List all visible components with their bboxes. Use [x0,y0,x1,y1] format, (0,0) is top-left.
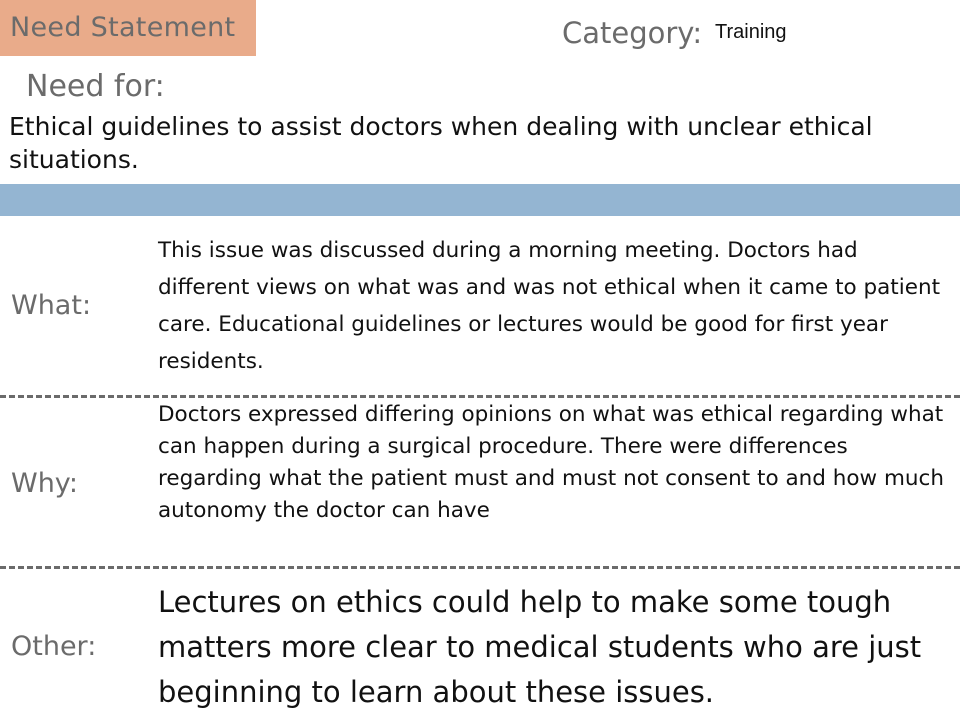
dashed-divider [0,566,960,569]
other-text: Lectures on ethics could help to make some tough matters more clear to medical students who are just beginning to learn about these issues. [158,585,922,709]
category-label: Category: [562,16,703,50]
blue-divider-band [0,184,960,216]
what-text: This issue was discussed during a morning meeting. Doctors had different views on what was and was not ethical when it came to patient care. Educational guidelines or lectures would be good for first year residents. [158,238,940,374]
what-label: What: [11,290,92,321]
other-label: Other: [11,631,97,662]
dashed-divider [0,395,960,398]
need-statement-tag: Need Statement [0,0,256,56]
category-value: Training [715,21,787,43]
why-text: Doctors expressed differing opinions on what was ethical regarding what can happen during a surgical procedure. There were differences regarding what the patient must and must not consent to and how much autonomy the doctor can have [158,402,944,523]
why-label: Why: [11,468,78,499]
need-for-label: Need for: [26,69,165,104]
need-for-text: Ethical guidelines to assist doctors when dealing with unclear ethical situations. [9,112,873,174]
